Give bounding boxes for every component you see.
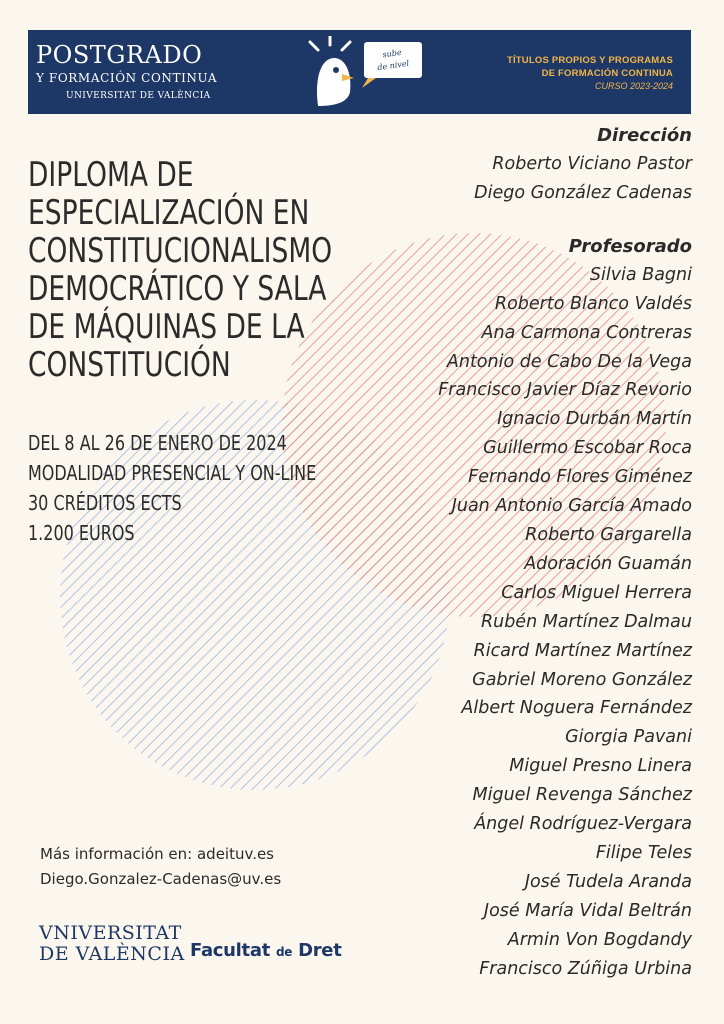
profesorado-list: [438, 261, 692, 984]
course-credits: 30 CRÉDITOS ECTS: [28, 491, 182, 515]
professor-name: Albert Noguera Fernández: [461, 698, 692, 719]
title-line: CONSTITUCIÓN: [28, 345, 231, 385]
professor-name: Francisco Zúñiga Urbina: [479, 958, 692, 979]
professor-name: Juan Antonio García Amado: [451, 496, 692, 517]
professor-name: Carlos Miguel Herrera: [501, 582, 692, 603]
course-price: 1.200 EUROS: [28, 521, 135, 545]
header-right-text: [507, 54, 673, 93]
contact-website[interactable]: Más información en: adeituv.es: [40, 845, 275, 863]
professor-name: Roberto Gargarella: [525, 524, 692, 545]
title-line: DE MÁQUINAS DE LA: [28, 307, 305, 347]
professor-name: José María Vidal Beltrán: [483, 900, 692, 921]
professor-name: Armin Von Bogdandy: [507, 929, 692, 950]
course-info: [28, 428, 364, 548]
professor-name: Giorgia Pavani: [565, 727, 692, 748]
fac-logo-a: Facultat: [190, 940, 270, 961]
director-name: Diego González Cadenas: [474, 182, 692, 203]
direccion-list: [438, 150, 692, 208]
mascot-icon: [296, 36, 428, 110]
professor-name: Ricard Martínez Martínez: [473, 640, 692, 661]
professor-name: Ana Carmona Contreras: [481, 322, 692, 343]
direccion-heading: Dirección: [597, 125, 692, 146]
svg-text:de nivel: de nivel: [376, 58, 410, 73]
title-line: ESPECIALIZACIÓN EN: [28, 193, 310, 233]
professor-name: Filipe Teles: [595, 842, 692, 863]
universitat-logo: [39, 923, 185, 965]
contact-email[interactable]: Diego.Gonzalez-Cadenas@uv.es: [40, 870, 282, 888]
svg-text:sube: sube: [381, 47, 403, 60]
contact-info: [40, 842, 281, 892]
postgrado-title: POSTGRADO: [36, 41, 203, 69]
course-dates: DEL 8 AL 26 DE ENERO DE 2024: [28, 431, 287, 455]
fac-logo-de: de: [275, 945, 293, 959]
fac-logo-b: Dret: [298, 940, 342, 961]
univ-logo-line1: VNIVERSITAT: [39, 922, 182, 944]
postgrado-university: UNIVERSITAT DE VALÈNCIA: [66, 91, 211, 101]
diploma-title: [28, 156, 371, 384]
professor-name: Miguel Presno Linera: [509, 756, 692, 777]
professor-name: José Tudela Aranda: [524, 871, 692, 892]
header-right-year: CURSO 2023-2024: [594, 81, 673, 91]
univ-logo-line2: DE VALÈNCIA: [39, 943, 185, 965]
header-banner: [28, 30, 691, 114]
postgrado-logo: [36, 42, 217, 101]
professor-name: Guillermo Escobar Roca: [483, 438, 692, 459]
professor-name: Ignacio Durbán Martín: [497, 409, 692, 430]
course-modality: MODALIDAD PRESENCIAL Y ON-LINE: [28, 461, 317, 485]
title-line: DEMOCRÁTICO Y SALA: [28, 269, 327, 309]
title-line: CONSTITUCIONALISMO: [28, 231, 333, 271]
header-right-line2: DE FORMACIÓN CONTINUA: [541, 68, 673, 79]
professor-name: Adoración Guamán: [524, 553, 692, 574]
professor-name: Roberto Blanco Valdés: [494, 293, 692, 314]
professor-name: Gabriel Moreno González: [472, 669, 692, 690]
title-line: DIPLOMA DE: [28, 155, 194, 195]
professor-name: Antonio de Cabo De la Vega: [446, 351, 692, 372]
professor-name: Francisco Javier Díaz Revorio: [438, 380, 692, 401]
professor-name: Ángel Rodríguez-Vergara: [474, 814, 692, 835]
postgrado-subtitle: Y FORMACIÓN CONTINUA: [36, 71, 218, 85]
professor-name: Miguel Revenga Sánchez: [472, 785, 692, 806]
staff-list: [438, 122, 692, 983]
professor-name: Silvia Bagni: [589, 264, 692, 285]
facultat-logo: [190, 940, 342, 961]
director-name: Roberto Viciano Pastor: [492, 154, 692, 174]
header-right-line1: TÍTULOS PROPIOS Y PROGRAMAS: [506, 55, 673, 66]
professor-name: Rubén Martínez Dalmau: [480, 611, 692, 632]
profesorado-heading: Profesorado: [568, 235, 692, 257]
professor-name: Fernando Flores Giménez: [468, 467, 692, 488]
